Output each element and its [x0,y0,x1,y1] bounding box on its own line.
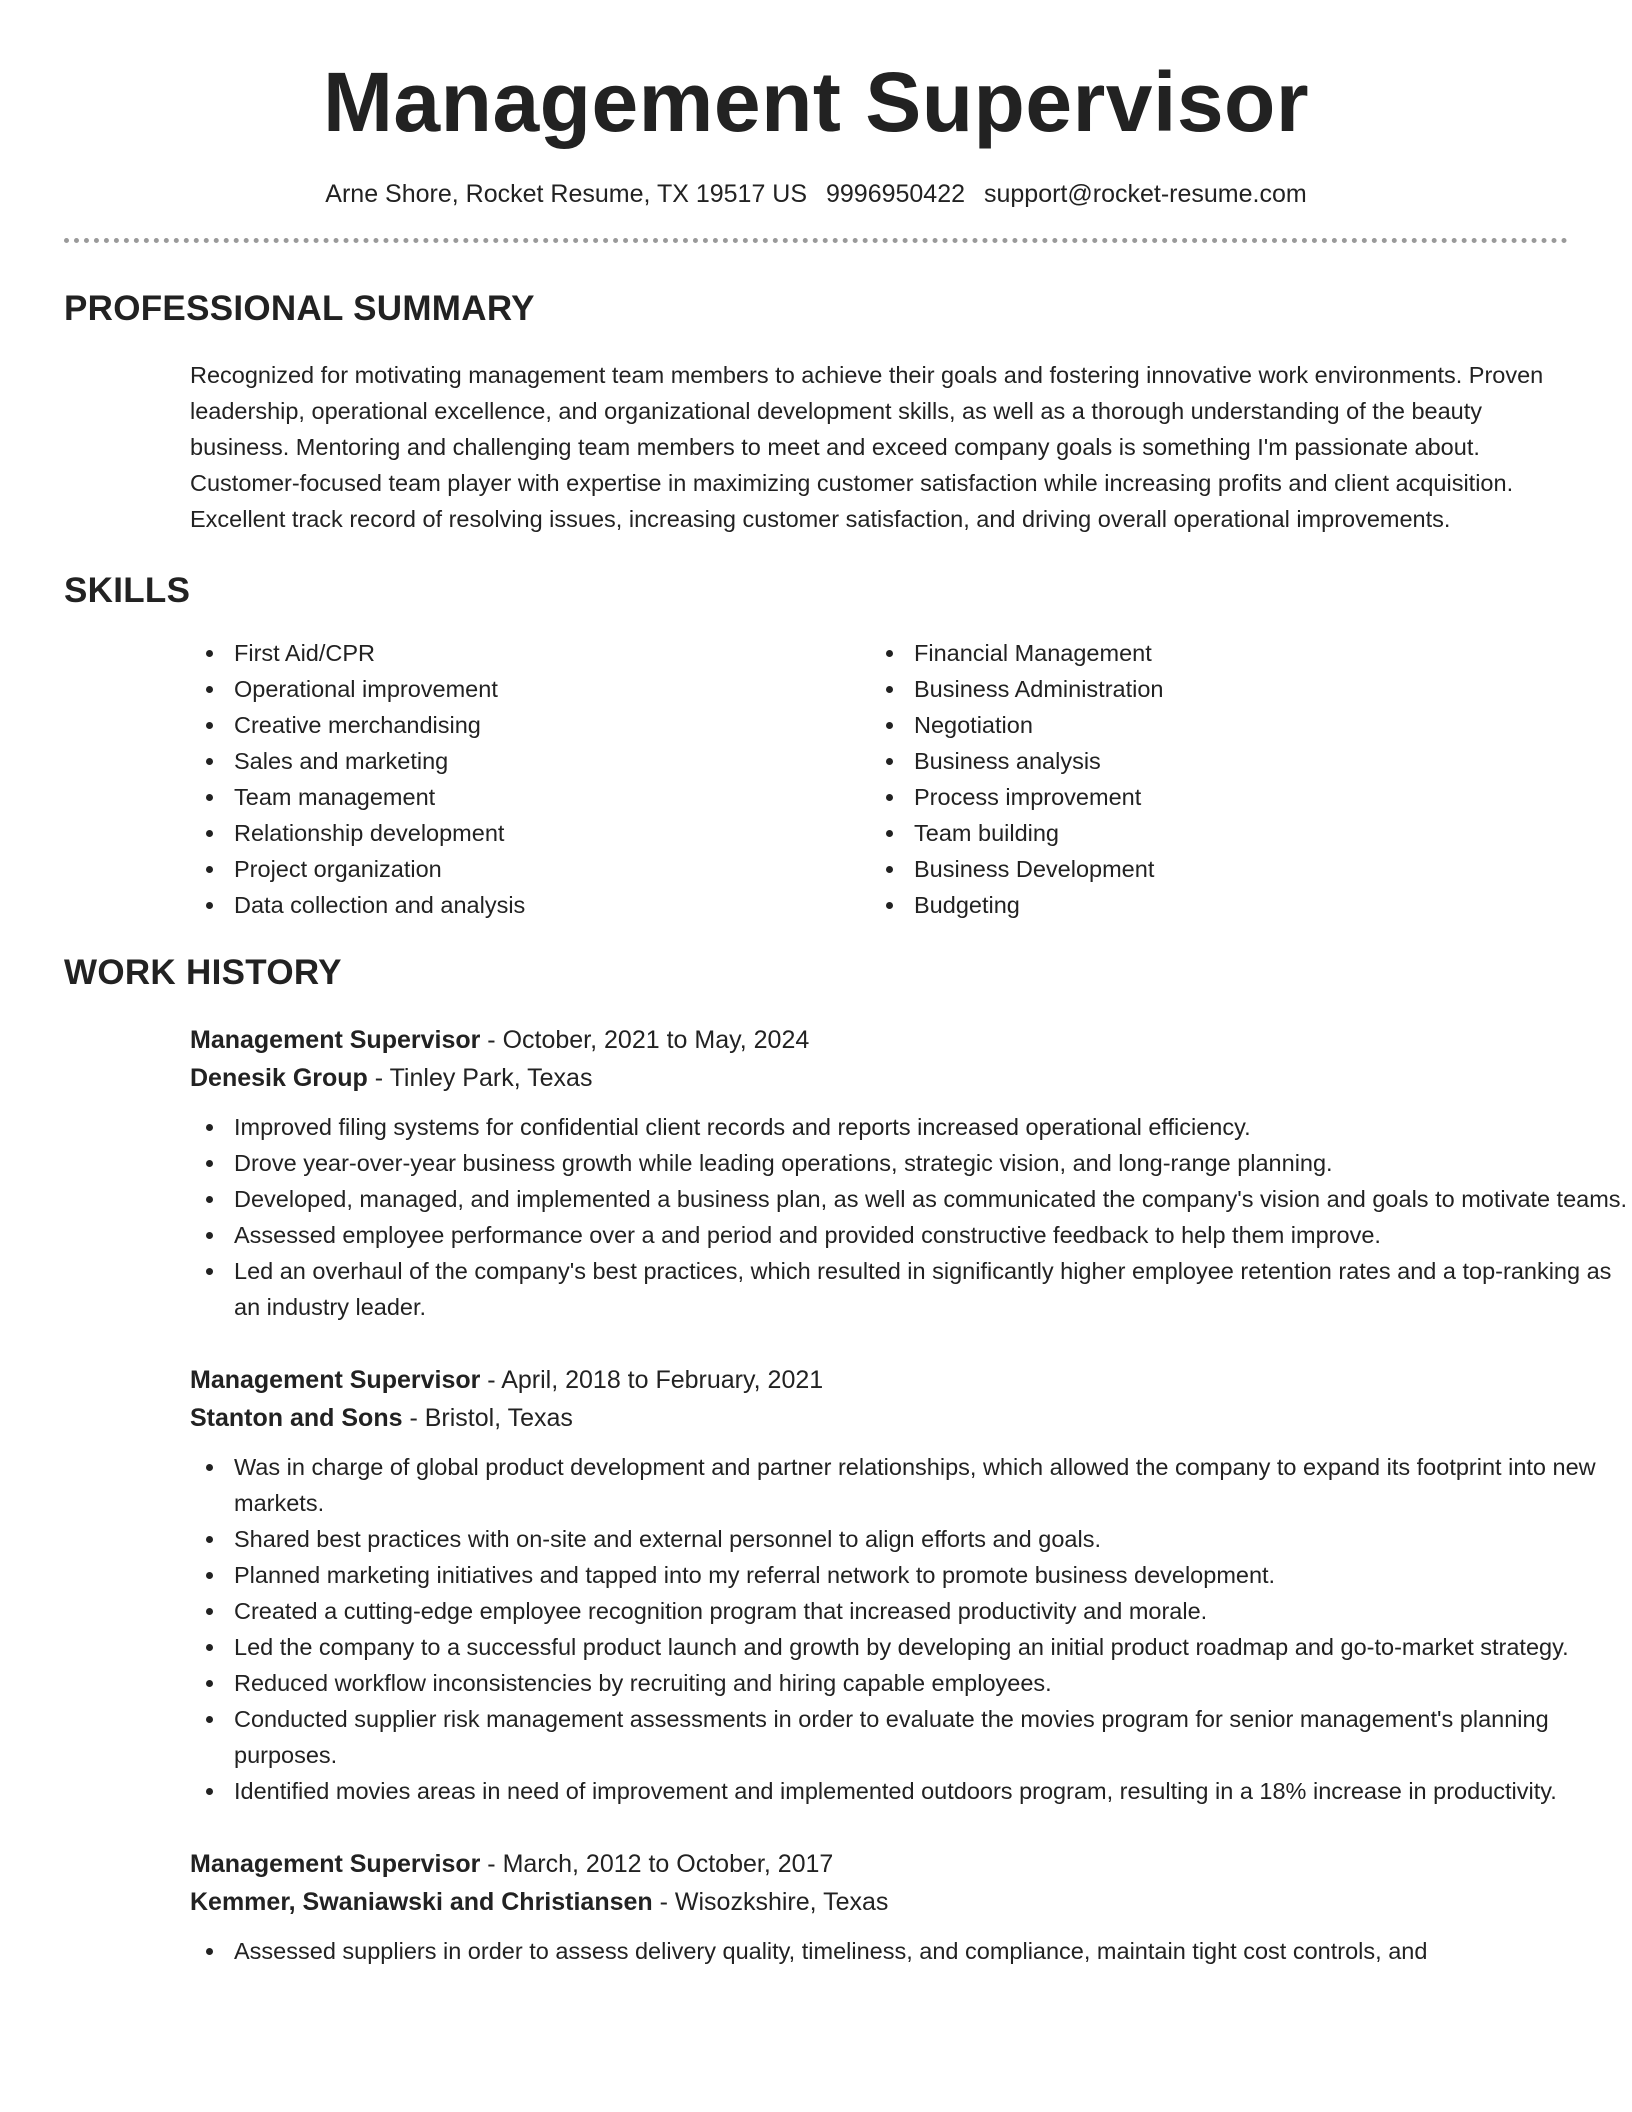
contact-phone: 9996950422 [825,180,966,208]
job-dates: March, 2012 to October, 2017 [502,1850,834,1878]
job-role: Management Supervisor [190,1850,481,1878]
skill-item: Team building [870,815,1550,851]
skills-heading: SKILLS [64,571,191,610]
job-location: Tinley Park, Texas [389,1064,593,1092]
job-bullet: Shared best practices with on-site and external personnel to align efforts and goals. [190,1521,1630,1557]
job-entry [190,1361,1596,1809]
skill-item: First Aid/CPR [190,635,870,671]
skills-columns [190,635,1568,923]
skill-item: Business analysis [870,743,1550,779]
job-bullet: Assessed employee performance over a and period and provided constructive feedback to help them improve. [190,1217,1630,1253]
skill-item: Creative merchandising [190,707,870,743]
skills-list-right [870,635,1550,923]
job-bullet: Led the company to a successful product launch and growth by developing an initial product roadmap and go-to-market strategy. [190,1629,1630,1665]
job-bullet: Planned marketing initiatives and tapped into my referral network to promote business development. [190,1557,1630,1593]
skill-item: Budgeting [870,887,1550,923]
job-bullet: Developed, managed, and implemented a business plan, as well as communicated the company's vision and goals to motivate teams. [190,1181,1630,1217]
skill-item: Relationship development [190,815,870,851]
skill-item: Business Development [870,851,1550,887]
job-company: Kemmer, Swaniawski and Christiansen [190,1888,653,1916]
job-entry [190,1845,1568,1969]
job-bullet: Improved filing systems for confidential client records and reports increased operational efficiency. [190,1109,1630,1145]
job-dates: April, 2018 to February, 2021 [501,1366,824,1394]
job-bullets [190,1109,1630,1325]
contact-email: support@rocket-resume.com [983,180,1307,208]
skill-item: Team management [190,779,870,815]
contact-address: Arne Shore, Rocket Resume, TX 19517 US [325,180,808,208]
work-history-section [64,951,1628,1969]
job-bullet: Reduced workflow inconsistencies by recruiting and hiring capable employees. [190,1665,1630,1701]
job-bullet: Conducted supplier risk management assessments in order to evaluate the movies program for senior management's planning purposes. [190,1701,1630,1773]
job-entry [190,1021,1628,1325]
job-bullets [190,1933,1630,1969]
job-bullet: Led an overhaul of the company's best practices, which resulted in significantly higher employee retention rates and a top-ranking as an industry leader. [190,1253,1630,1325]
job-location: Wisozkshire, Texas [674,1888,889,1916]
candidate-title: Management Supervisor [322,55,1310,149]
skill-item: Financial Management [870,635,1550,671]
skills-section [64,569,1568,923]
job-bullets [190,1449,1630,1809]
job-bullet: Created a cutting-edge employee recognition program that increased productivity and morale. [190,1593,1630,1629]
header-divider [64,238,1568,243]
job-company: Stanton and Sons [190,1404,403,1432]
summary-heading: PROFESSIONAL SUMMARY [64,289,535,328]
job-role: Management Supervisor [190,1366,481,1394]
summary-section [64,287,1568,537]
job-bullet: Identified movies areas in need of improvement and implemented outdoors program, resulting in a 18% increase in productivity. [190,1773,1630,1809]
job-location: Bristol, Texas [424,1404,573,1432]
job-company-line: Kemmer, Swaniawski and Christiansen - Wisozkshire, Texas [190,1888,889,1916]
skill-item: Process improvement [870,779,1550,815]
job-company: Denesik Group [190,1064,368,1092]
skill-item: Project organization [190,851,870,887]
job-bullet: Was in charge of global product development and partner relationships, which allowed the company to expand its footprint into new markets. [190,1449,1630,1521]
summary-text: Recognized for motivating management team members to achieve their goals and fostering innovative work environments. Proven leadership, operational excellence, and organizational development skills, as well as a thorough understanding of the beauty business. Mentoring and challenging team members to meet and exceed company goals is something I'm passionate about. Customer-focused team player with expertise in maximizing customer satisfaction while increasing profits and client acquisition. Excellent track record of resolving issues, increasing customer satisfaction, and driving overall operational improvements. [190,362,1544,532]
contact-line [64,178,1568,210]
job-company-line: Stanton and Sons - Bristol, Texas [190,1404,573,1432]
skill-item: Operational improvement [190,671,870,707]
skill-item: Sales and marketing [190,743,870,779]
job-company-line: Denesik Group - Tinley Park, Texas [190,1064,593,1092]
resume-header [64,0,1568,210]
job-role-line: Management Supervisor - October, 2021 to May, 2024 [190,1026,810,1054]
job-bullet: Drove year-over-year business growth while leading operations, strategic vision, and long-range planning. [190,1145,1630,1181]
skills-list-left [190,635,870,923]
skill-item: Business Administration [870,671,1550,707]
job-role: Management Supervisor [190,1026,481,1054]
job-role-line: Management Supervisor - April, 2018 to February, 2021 [190,1366,824,1394]
work-history-heading: WORK HISTORY [64,953,342,992]
skill-item: Data collection and analysis [190,887,870,923]
job-role-line: Management Supervisor - March, 2012 to October, 2017 [190,1850,834,1878]
job-dates: October, 2021 to May, 2024 [502,1026,810,1054]
job-bullet: Assessed suppliers in order to assess delivery quality, timeliness, and compliance, maintain tight cost controls, and [190,1933,1630,1969]
skill-item: Negotiation [870,707,1550,743]
